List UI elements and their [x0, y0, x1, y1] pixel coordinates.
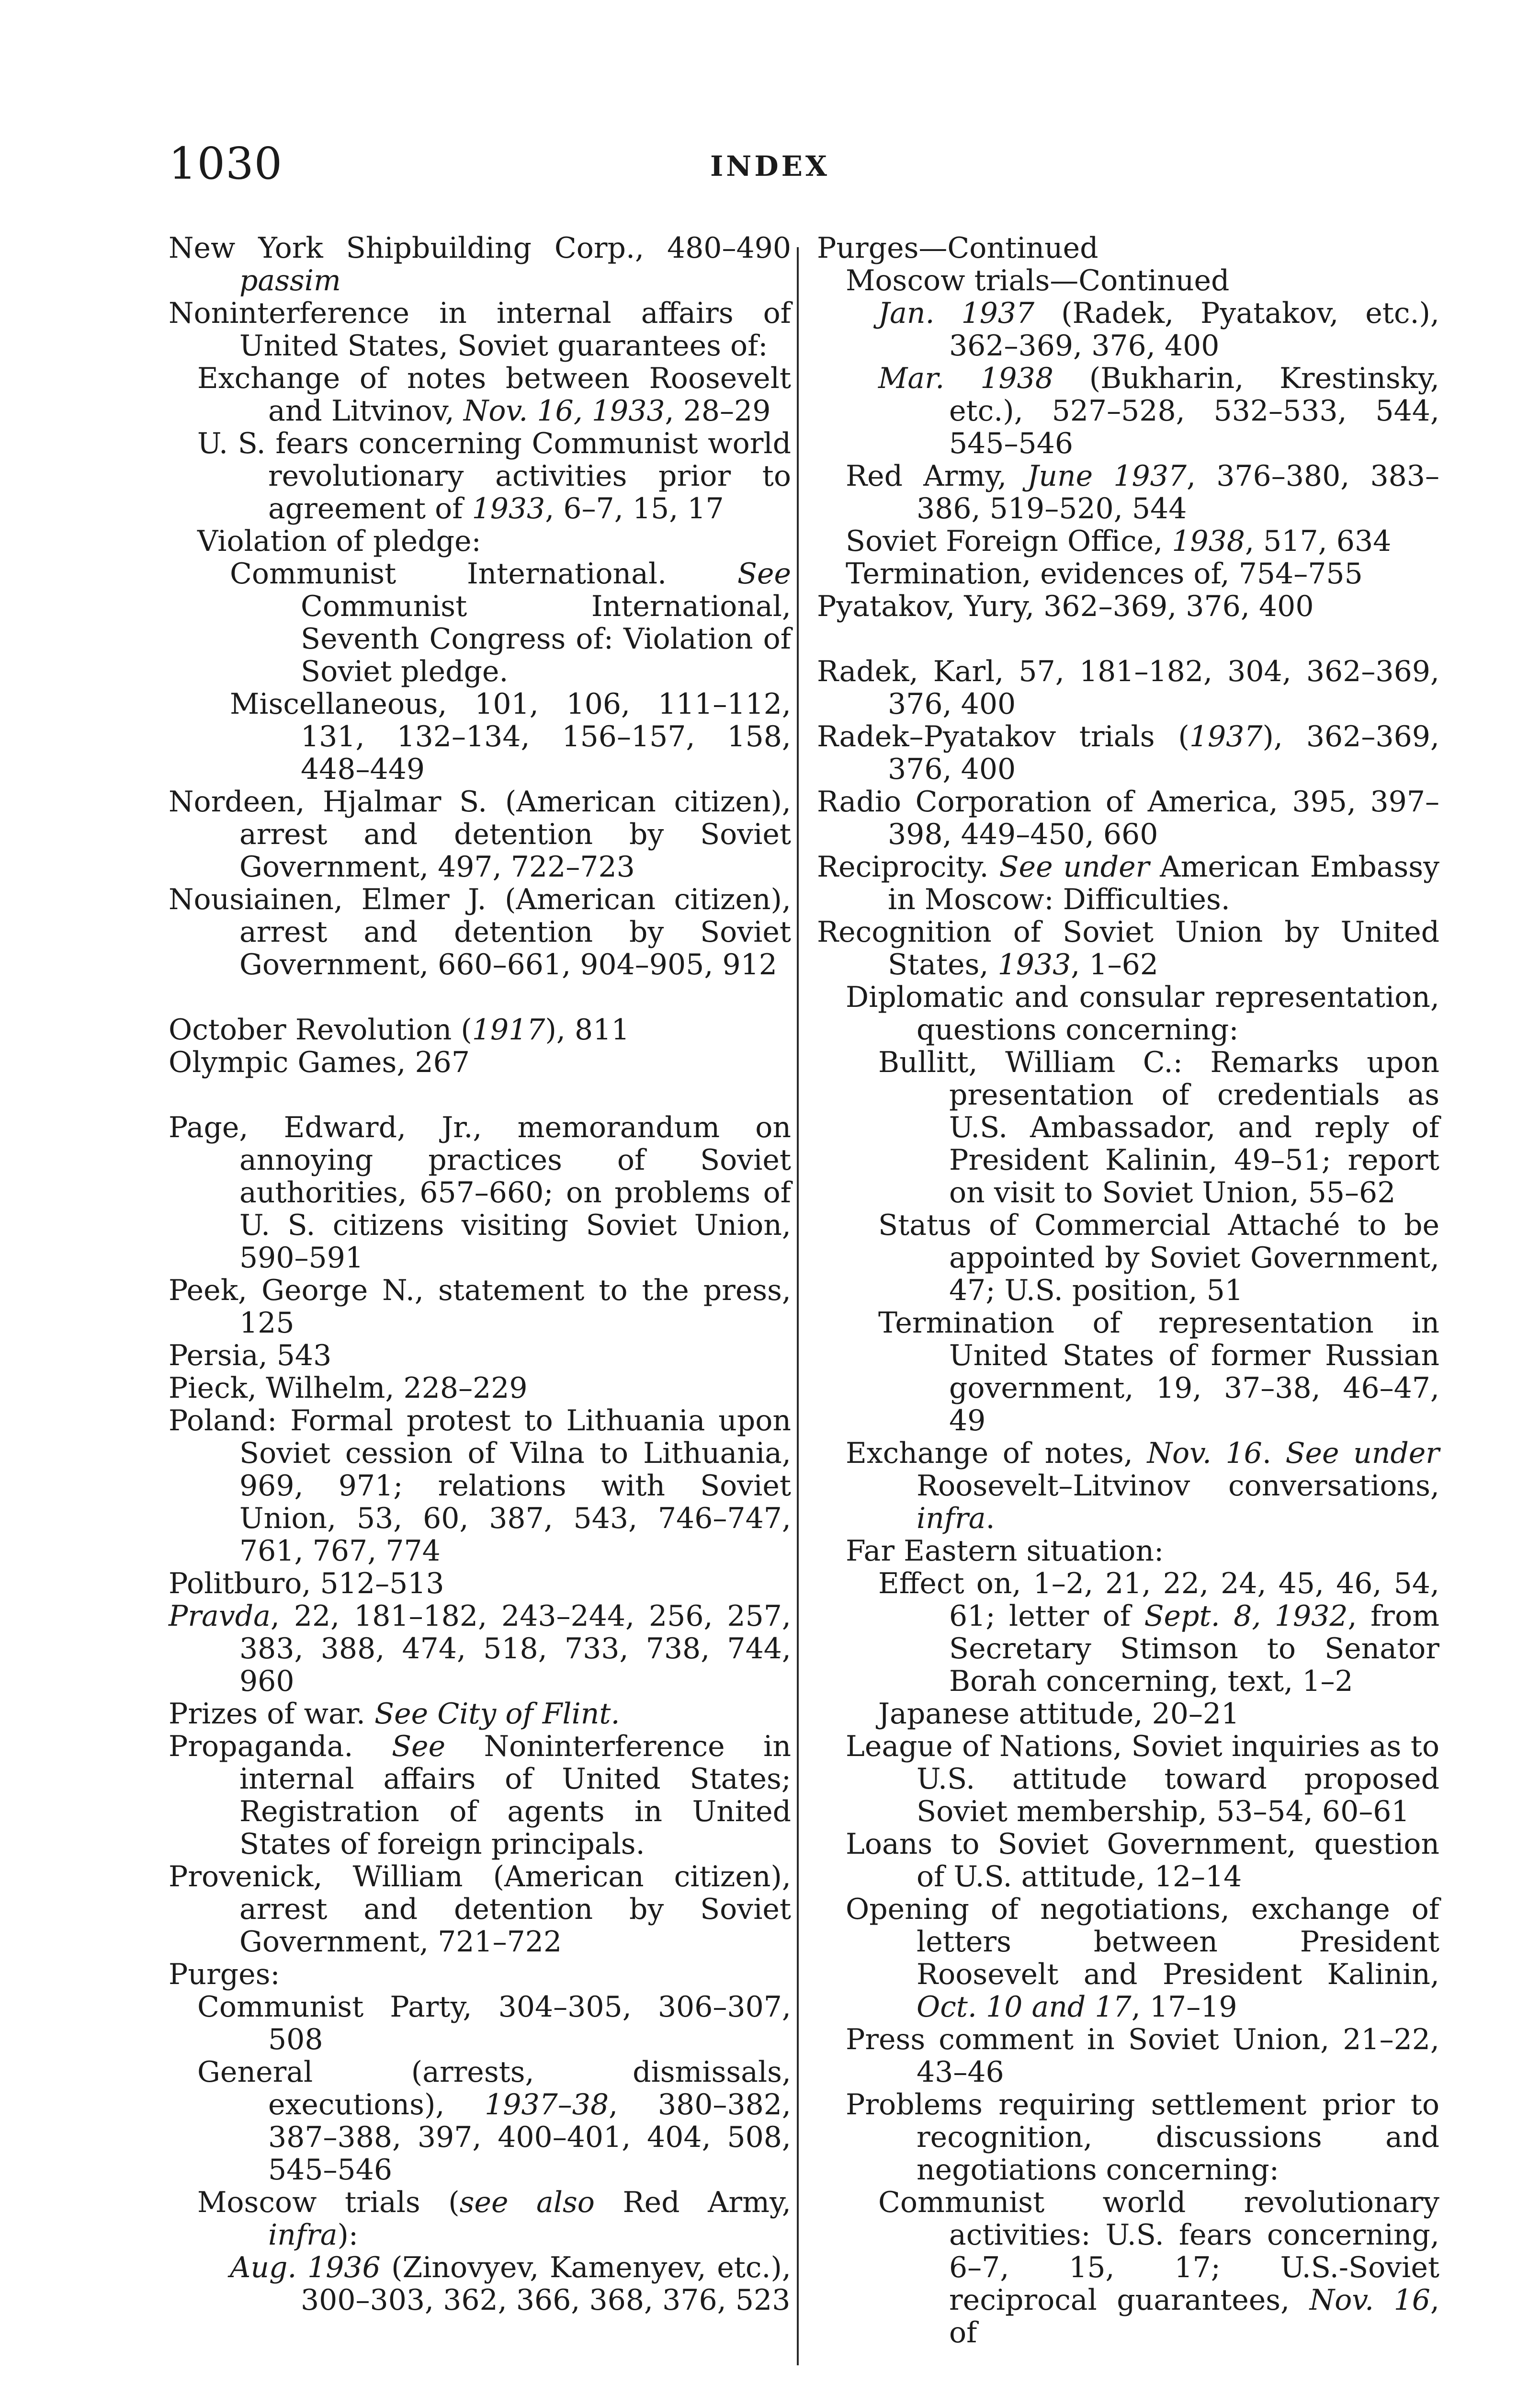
- entry-text: Peek, George N., statement to the press, 125: [169, 1274, 791, 1340]
- italic-text: see also: [459, 2186, 595, 2219]
- entry-text: Noninterference in internal affairs of United States; Registration of agents in United States of foreign principals.: [239, 1730, 791, 1861]
- entry-text: , from Secretary Stimson to Senator Borah concerning, text, 1–2: [949, 1599, 1440, 1698]
- index-subentry: [817, 1437, 1439, 1535]
- index-subentry: [817, 1698, 1439, 1730]
- index-entry: [169, 1860, 791, 1958]
- index-entry: [169, 1567, 791, 1600]
- italic-text: infra: [917, 1502, 986, 1535]
- index-entry: [169, 1046, 791, 1079]
- entry-text: Politburo, 512–513: [169, 1567, 444, 1600]
- entry-text: Status of Commercial Attaché to be appointed by Soviet Government, 47; U.S. position, 51: [878, 1209, 1439, 1307]
- italic-text: See City of Flint.: [374, 1697, 620, 1731]
- entry-text: Communist Party, 304–305, 306–307, 508: [197, 1990, 791, 2056]
- page-number: 1030: [169, 138, 283, 189]
- entry-text: Pieck, Wilhelm, 228–229: [169, 1371, 528, 1405]
- italic-text: See under: [999, 850, 1150, 884]
- index-subentry: [169, 2251, 791, 2316]
- entry-text: Miscellaneous, 101, 106, 111–112, 131, 132–134, 156–157, 158, 448–449: [230, 687, 791, 786]
- italic-text: infra: [268, 2218, 338, 2252]
- index-entry: [817, 916, 1439, 981]
- italic-text: Nov. 16: [1147, 1437, 1262, 1470]
- entry-text: Far Eastern situation:: [846, 1534, 1164, 1568]
- entry-text: Effect on, 1–2, 21, 22, 24, 45, 46, 54, 61; letter of: [878, 1567, 1439, 1633]
- index-subentry: [817, 2023, 1439, 2088]
- entry-text: Recognition of Soviet Union by United States,: [817, 915, 1439, 981]
- italic-text: See: [737, 557, 791, 591]
- entry-text: Reciprocity.: [817, 850, 999, 884]
- entry-text: Communist world revolutionary activities: U.S. fears concerning, 6–7, 15, 17; U.S.-Soviet reciprocal guarantees,: [878, 2186, 1439, 2317]
- entry-text: .: [1262, 1437, 1286, 1470]
- italic-text: Oct. 10 and 17: [917, 1990, 1132, 2024]
- entry-text: , of: [949, 2283, 1439, 2349]
- index-entry: [817, 232, 1439, 264]
- index-subentry: [817, 1046, 1439, 1209]
- italic-text: See under: [1285, 1437, 1439, 1470]
- entry-text: Radek, Karl, 57, 181–182, 304, 362–369, 376, 400: [817, 655, 1439, 721]
- italic-text: Nov. 16: [1309, 2283, 1430, 2317]
- index-subentry: [817, 264, 1439, 297]
- index-subentry: [817, 1730, 1439, 1828]
- index-subentry: [817, 1567, 1439, 1698]
- entry-text: , 28–29: [665, 394, 771, 428]
- index-entry: [169, 1111, 791, 1274]
- index-entry: [169, 883, 791, 981]
- index-subentry: [817, 981, 1439, 1046]
- italic-text: 1938: [1172, 525, 1245, 558]
- index-subentry: [817, 1535, 1439, 1567]
- entry-text: Nordeen, Hjalmar S. (American citizen), arrest and detention by Soviet Government, 497, 722–723: [169, 785, 791, 884]
- entry-text: October Revolution (: [169, 1013, 472, 1047]
- entry-text: Termination, evidences of, 754–755: [846, 557, 1363, 591]
- entry-text: Press comment in Soviet Union, 21–22, 43–46: [846, 2023, 1439, 2089]
- entry-text: Communist International, Seventh Congress of: Violation of Soviet pledge.: [301, 590, 791, 688]
- index-subentry: [817, 2186, 1439, 2349]
- entry-text: Pyatakov, Yury, 362–369, 376, 400: [817, 590, 1314, 623]
- index-subentry: [817, 1828, 1439, 1893]
- index-column-left: [169, 232, 791, 2316]
- index-entry: [169, 1698, 791, 1730]
- entry-text: Moscow trials—Continued: [846, 264, 1230, 297]
- entry-text: (Zinovyev, Kamenyev, etc.), 300–303, 362, 366, 368, 376, 523: [301, 2251, 791, 2317]
- index-entry: [169, 1274, 791, 1339]
- index-subentry: [169, 2056, 791, 2186]
- index-entry: [817, 786, 1439, 851]
- index-subentry: [817, 1893, 1439, 2023]
- index-entry: [817, 720, 1439, 786]
- entry-text: , 380–382, 387–388, 397, 400–401, 404, 508, 545–546: [268, 2088, 792, 2187]
- index-subentry: [817, 2088, 1439, 2186]
- index-entry: [817, 590, 1439, 623]
- entry-text: Japanese attitude, 20–21: [878, 1697, 1240, 1731]
- running-head: INDEX: [710, 150, 830, 182]
- entry-text: Termination of representation in United States of former Russian government, 19, 37–38, 46–47, 49: [878, 1306, 1439, 1437]
- index-subentry: [169, 1991, 791, 2056]
- index-subentry: [817, 460, 1439, 525]
- italic-text: Mar. 1938: [878, 362, 1053, 395]
- index-entry: [169, 1372, 791, 1404]
- index-entry: [817, 655, 1439, 720]
- italic-text: 1937–38: [485, 2088, 609, 2121]
- index-entry: [169, 1339, 791, 1372]
- entry-text: ), 811: [545, 1013, 630, 1047]
- entry-text: Prizes of war.: [169, 1697, 374, 1731]
- entry-text: Diplomatic and consular representation, questions concerning:: [846, 981, 1439, 1047]
- entry-text: Olympic Games, 267: [169, 1046, 470, 1079]
- entry-text: Persia, 543: [169, 1339, 332, 1372]
- entry-text: Red Army,: [846, 459, 1028, 493]
- entry-text: Page, Edward, Jr., memorandum on annoying practices of Soviet authorities, 657–660; on problems of U. S. citizens visiting Soviet Union, 590–591: [169, 1111, 791, 1275]
- entry-text: Provenick, William (American citizen), arrest and detention by Soviet Government, 721–722: [169, 1860, 791, 1959]
- italic-text: June 1937: [1027, 459, 1187, 493]
- column-divider-rule: [797, 247, 799, 2365]
- index-subentry: [169, 362, 791, 427]
- index-entry: [169, 232, 791, 297]
- index-subentry: [817, 297, 1439, 362]
- entry-text: Loans to Soviet Government, question of U.S. attitude, 12–14: [846, 1827, 1439, 1893]
- entry-text: , 22, 181–182, 243–244, 256, 257, 383, 388, 474, 518, 733, 738, 744, 960: [239, 1599, 791, 1698]
- index-subentry: [169, 558, 791, 688]
- entry-text: Exchange of notes between Roosevelt and Litvinov,: [197, 362, 791, 428]
- entry-text: Red Army,: [594, 2186, 791, 2219]
- index-subentry: [817, 525, 1439, 558]
- index-entry: [169, 1404, 791, 1567]
- italic-text: Nov. 16, 1933: [463, 394, 665, 428]
- index-subentry: [817, 362, 1439, 460]
- entry-text: Nousiainen, Elmer J. (American citizen), arrest and detention by Soviet Government, 660–661, 904–905, 912: [169, 883, 791, 981]
- index-entry: [169, 1014, 791, 1046]
- italic-text: Jan. 1937: [878, 297, 1035, 330]
- entry-text: New York Shipbuilding Corp., 480–490: [169, 231, 791, 265]
- entry-text: .: [985, 1502, 995, 1535]
- entry-text: Violation of pledge:: [197, 525, 481, 558]
- entry-text: Problems requiring settlement prior to recognition, discussions and negotiations concerning:: [846, 2088, 1439, 2187]
- entry-text: , 376–380, 383–386, 519–520, 544: [917, 459, 1439, 525]
- italic-text: passim: [239, 264, 341, 297]
- index-entry: [169, 1958, 791, 1991]
- index-subentry: [817, 1307, 1439, 1437]
- index-subentry: [169, 688, 791, 786]
- italic-text: 1917: [472, 1013, 545, 1047]
- entry-text: Communist International.: [230, 557, 737, 591]
- entry-text: Noninterference in internal affairs of United States, Soviet guarantees of:: [169, 297, 791, 363]
- entry-text: , 17–19: [1131, 1990, 1237, 2024]
- italic-text: Aug. 1936: [230, 2251, 381, 2284]
- index-subentry: [169, 427, 791, 525]
- entry-text: Purges—Continued: [817, 231, 1098, 265]
- italic-text: 1933: [472, 492, 545, 525]
- italic-text: Sept. 8, 1932: [1144, 1599, 1348, 1633]
- entry-text: Radio Corporation of America, 395, 397–398, 449–450, 660: [817, 785, 1439, 851]
- entry-text: Radek–Pyatakov trials (: [817, 720, 1189, 753]
- entry-text: , 6–7, 15, 17: [545, 492, 724, 525]
- italic-text: 1933: [997, 948, 1071, 981]
- italic-text: 1937: [1189, 720, 1263, 753]
- entry-text: League of Nations, Soviet inquiries as to U.S. attitude toward proposed Soviet membership, 53–54, 60–61: [846, 1730, 1439, 1828]
- index-subentry: [817, 1209, 1439, 1307]
- entry-text: General (arrests, dismissals, executions),: [197, 2055, 791, 2121]
- entry-text: Exchange of notes,: [846, 1437, 1147, 1470]
- index-entry: [169, 786, 791, 883]
- entry-text: (Radek, Pyatakov, etc.), 362–369, 376, 400: [949, 297, 1439, 363]
- entry-text: , 1–62: [1071, 948, 1158, 981]
- entry-text: Moscow trials (: [197, 2186, 460, 2219]
- entry-text: , 517, 634: [1245, 525, 1392, 558]
- index-subentry: [169, 525, 791, 558]
- entry-text: Purges:: [169, 1958, 280, 1991]
- entry-text: Soviet Foreign Office,: [846, 525, 1172, 558]
- entry-text: ):: [337, 2218, 359, 2252]
- index-subentry: [817, 558, 1439, 590]
- index-entry: [169, 1600, 791, 1698]
- index-column-right: [817, 232, 1439, 2349]
- index-entry: [169, 1730, 791, 1860]
- entry-text: Propaganda.: [169, 1730, 392, 1763]
- entry-text: Poland: Formal protest to Lithuania upon Soviet cession of Vilna to Lithuania, 969, 971; relations with Soviet Union, 53, 60, 387, 543, 746–747, 761, 767, 774: [169, 1404, 791, 1568]
- entry-text: Bullitt, William C.: Remarks upon presentation of credentials as U.S. Ambassador, and reply of President Kalinin, 49–51; report on visit to Soviet Union, 55–62: [878, 1046, 1439, 1209]
- entry-text: (Bukharin, Krestinsky, etc.), 527–528, 532–533, 544, 545–546: [949, 362, 1440, 460]
- entry-text: American Embassy in Moscow: Difficulties.: [888, 850, 1439, 916]
- entry-text: Roosevelt–Litvinov conversations,: [917, 1469, 1439, 1503]
- italic-text: See: [391, 1730, 446, 1763]
- entry-text: Opening of negotiations, exchange of letters between President Roosevelt and President Kalinin,: [846, 1893, 1439, 1991]
- index-entry: [169, 297, 791, 362]
- index-entry: [817, 851, 1439, 916]
- index-subentry: [169, 2186, 791, 2251]
- entry-text: U. S. fears concerning Communist world revolutionary activities prior to agreement of: [197, 427, 791, 525]
- entry-text: ), 362–369, 376, 400: [888, 720, 1439, 786]
- italic-text: Pravda: [169, 1599, 271, 1633]
